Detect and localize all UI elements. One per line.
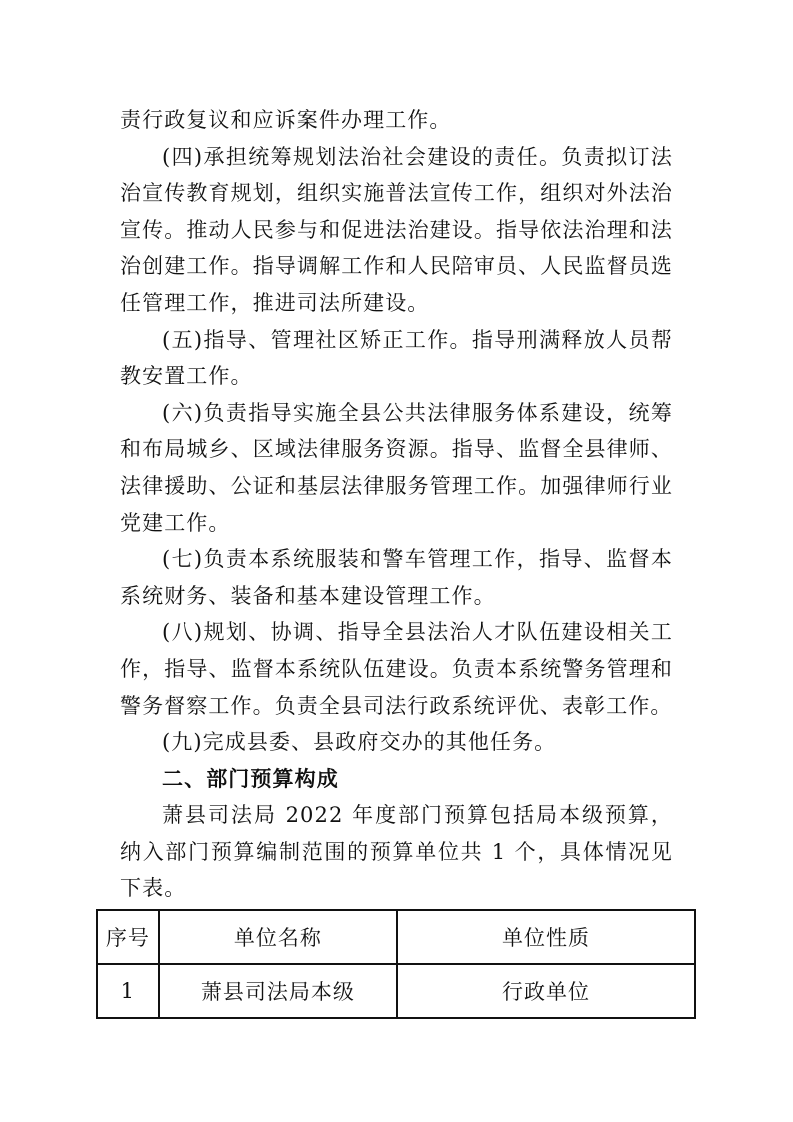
table-header-row [97,910,695,964]
table-cell: 1 [97,964,159,1018]
paragraph-item-6: (六)负责指导实施全县公共法律服务体系建设，统筹和布局城乡、区域法律服务资源。指导、监督全县律师、法律援助、公证和基层法律服务管理工作。加强律师行业党建工作。 [120,400,673,535]
section-heading: 二、部门预算构成 [162,766,339,791]
paragraph-item-8: (八)规划、协调、指导全县法治人才队伍建设相关工作，指导、监督本系统队伍建设。负责本系统警务管理和警务督察工作。负责全县司法行政系统评优、表彰工作。 [120,620,673,718]
budget-units-table [96,909,696,1019]
table-header-cell: 单位名称 [159,910,397,964]
paragraph-item-4: (四)承担统筹规划法治社会建设的责任。负责拟订法治宣传教育规划，组织实施普法宣传工作，组织对外法治宣传。推动人民参与和促进法治建设。指导依法治理和法治创建工作。指导调解工作和人民陪审员、人民监督员选任管理工作，推进司法所建设。 [120,144,673,315]
budget-paragraph: 萧县司法局 2022 年度部门预算包括局本级预算，纳入部门预算编制范围的预算单位共 1 个，具体情况见下表。 [120,803,673,901]
paragraph-continuation: 责行政复议和应诉案件办理工作。 [120,108,452,132]
table-cell: 萧县司法局本级 [159,964,397,1018]
table-header-cell: 单位性质 [397,910,695,964]
document-body [120,102,673,907]
paragraph-item-5: (五)指导、管理社区矫正工作。指导刑满释放人员帮教安置工作。 [120,327,673,389]
paragraph-item-7: (七)负责本系统服装和警车管理工作，指导、监督本系统财务、装备和基本建设管理工作。 [120,547,673,608]
paragraph-item-9: (九)完成县委、县政府交办的其他任务。 [162,730,557,755]
table-header-cell: 序号 [97,910,159,964]
table-cell: 行政单位 [397,964,695,1018]
table-row [97,964,695,1018]
